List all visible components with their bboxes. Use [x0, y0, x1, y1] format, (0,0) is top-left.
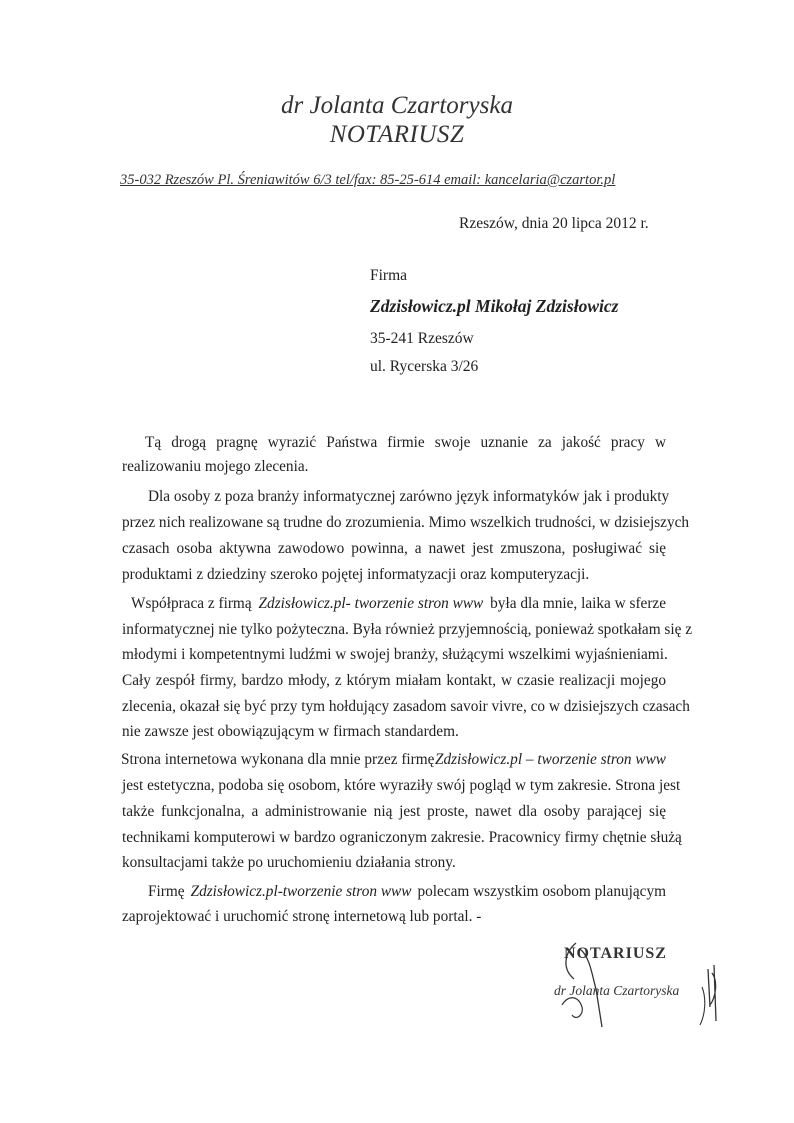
body-line	[121, 750, 666, 770]
body-line: także funkcjonalna, a administrowanie nią jest proste, nawet dla osoby parającej się	[122, 803, 666, 820]
body-line: Tą drogą pragnę wyrazić Państwa firmie swoje uznanie za jakość pracy w	[145, 434, 666, 451]
body-line: nie zawsze jest obowiązującym w firmach standardem.	[122, 723, 459, 740]
recipient-company: Zdzisłowicz.pl Mikołaj Zdzisłowicz	[370, 296, 619, 316]
body-line: zlecenia, okazał się być przy tym hołdujący zasadom savoir vivre, co w dzisiejszych czasach	[122, 698, 690, 715]
signature-icon	[540, 935, 740, 1035]
contact-line: 35-032 Rzeszów Pl. Śreniawitów 6/3 tel/fax: 85-25-614 email: kancelaria@czartor.pl	[120, 172, 616, 188]
notary-name: dr Jolanta Czartoryska	[281, 92, 513, 119]
recipient-city: 35-241 Rzeszów	[370, 330, 474, 347]
body-line: informatycznej nie tylko pożyteczna. Była również przyjemnością, ponieważ spotkałam się z	[122, 621, 693, 638]
stamp-name: dr Jolanta Czartoryska	[554, 983, 680, 998]
body-line	[131, 594, 666, 614]
company-mention: Zdzisłowicz.pl- tworzenie stron www	[258, 595, 484, 612]
notary-stamp	[540, 935, 740, 1035]
company-mention: Zdzisłowicz.pl-tworzenie stron www	[190, 883, 412, 900]
body-line: młodymi i kompetentnymi ludźmi w swojej branży, służącymi wszelkimi wyjaśnieniami.	[122, 646, 668, 663]
stamp-title: NOTARIUSZ	[564, 945, 667, 962]
body-line: przez nich realizowane są trudne do zrozumienia. Mimo wszelkich trudności, w dzisiejszych	[122, 514, 690, 531]
body-text: polecam wszystkim osobom planującym	[417, 883, 666, 900]
body-text: Firmę	[148, 883, 185, 900]
body-line: Dla osoby z poza branży informatycznej zarówno język informatyków jak i produkty	[148, 488, 670, 505]
date-line: Rzeszów, dnia 20 lipca 2012 r.	[459, 215, 649, 232]
body-text: Strona internetowa wykonana dla mnie przez firmę	[121, 751, 435, 768]
body-line: jest estetyczna, podoba się osobom, które wyraziły swój pogląd w tym zakresie. Strona jest	[122, 777, 681, 794]
body-line: zaprojektować i uruchomić stronę internetową lub portal. -	[122, 908, 482, 925]
body-line: realizowaniu mojego zlecenia.	[122, 458, 309, 475]
notary-title: NOTARIUSZ	[329, 121, 465, 148]
recipient-street: ul. Rycerska 3/26	[370, 358, 479, 375]
body-line: czasach osoba aktywna zawodowo powinna, a nawet jest zmuszona, posługiwać się	[122, 540, 666, 557]
body-text: Współpraca z firmą	[131, 595, 252, 612]
recipient-label: Firma	[370, 267, 408, 284]
body-line: produktami z dziedziny szeroko pojętej informatyzacji oraz komputeryzacji.	[122, 566, 590, 583]
company-mention: Zdzisłowicz.pl – tworzenie stron www	[434, 751, 666, 768]
body-line: konsultacjami także po uruchomieniu działania strony.	[122, 854, 456, 871]
body-line	[148, 882, 666, 902]
body-line: technikami komputerowi w bardzo ograniczonym zakresie. Pracownicy firmy chętnie służą	[122, 829, 682, 846]
body-line: Cały zespół firmy, bardzo młody, z którym miałam kontakt, w czasie realizacji mojego	[122, 672, 666, 689]
body-text: była dla mnie, laika w sferze	[490, 595, 666, 612]
